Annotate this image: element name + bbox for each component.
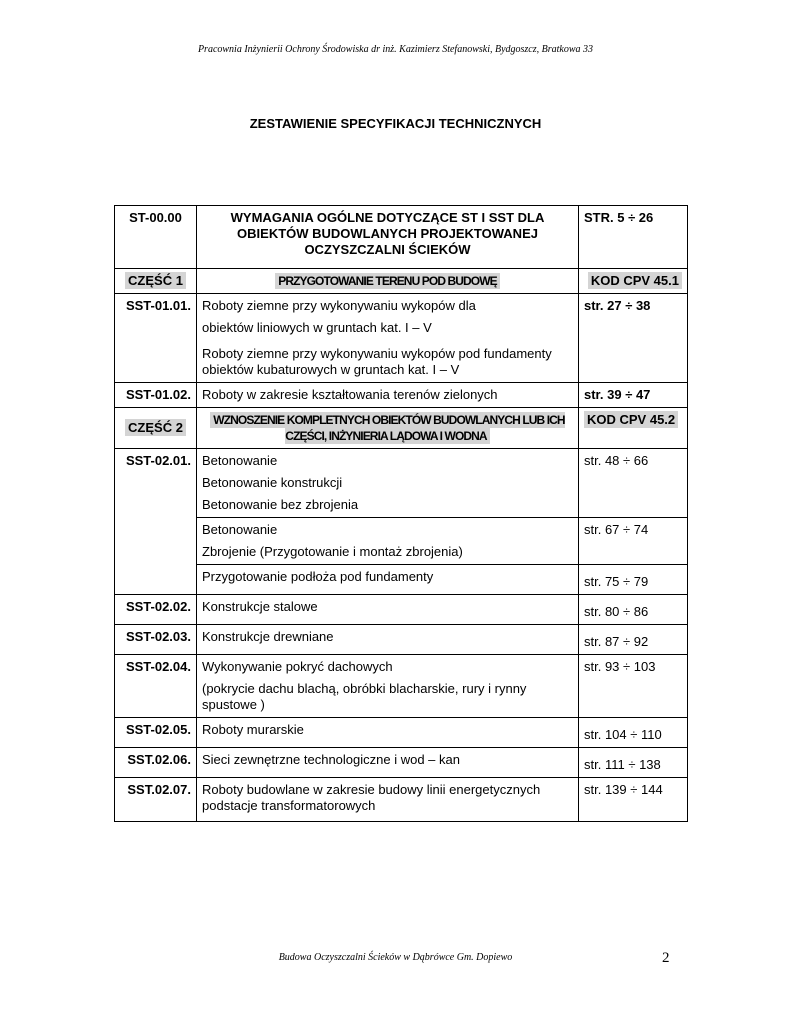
row-text: Konstrukcje drewniane (197, 625, 579, 655)
table-row (115, 748, 688, 778)
table-row (115, 595, 688, 625)
table-row (115, 294, 688, 383)
row-code: SST-02.04. (115, 655, 197, 718)
part-title: WZNOSZENIE KOMPLETNYCH OBIEKTÓW BUDOWLANYCH LUB ICH CZĘŚCI, INŻYNIERIA LĄDOWA I WODNA (210, 412, 564, 444)
part-title: PRZYGOTOWANIE TERENU POD BUDOWĘ (275, 273, 500, 289)
row-text: Roboty budowlane w zakresie budowy linii energetycznych podstacje transformatorowych (197, 778, 579, 822)
page-number: 2 (662, 950, 670, 966)
row-text: Roboty ziemne przy wykonywaniu wykopów dla (202, 298, 476, 313)
row-text: Betonowanie bez zbrojenia (202, 497, 359, 512)
row-code: SST.02.07. (115, 778, 197, 822)
row-code: SST-02.05. (115, 718, 197, 748)
row-code: SST-02.03. (115, 625, 197, 655)
row-text: Betonowanie konstrukcji (202, 475, 343, 490)
page-header: Pracownia Inżynierii Ochrony Środowiska dr inż. Kazimierz Stefanowski, Bydgoszcz, Bratkowa 33 (197, 44, 594, 55)
part-label: CZĘŚĆ 2 (125, 419, 186, 436)
table-row (115, 206, 688, 269)
table-row (115, 518, 688, 565)
row-pages: str. 139 ÷ 144 (579, 778, 688, 822)
row-code: SST-02.01. (115, 449, 197, 595)
row-text: Przygotowanie podłoża pod fundamenty (197, 565, 579, 595)
row-text: Zbrojenie (Przygotowanie i montaż zbrojenia) (202, 544, 463, 559)
row-pages: str. 111 ÷ 138 (579, 748, 688, 778)
row-pages: str. 39 ÷ 47 (579, 383, 688, 408)
table-row (115, 778, 688, 822)
table-row (115, 408, 688, 449)
table-row (115, 269, 688, 294)
row-pages: str. 87 ÷ 92 (579, 625, 688, 655)
table-row (115, 565, 688, 595)
table-row (115, 383, 688, 408)
row-text: Betonowanie (202, 522, 278, 537)
table-row (115, 625, 688, 655)
document-title: ZESTAWIENIE SPECYFIKACJI TECHNICZNYCH (249, 116, 542, 131)
table-row (115, 718, 688, 748)
row-text: Konstrukcje stalowe (197, 595, 579, 625)
row-text: obiektów liniowych w gruntach kat. I – V (202, 320, 432, 335)
row-code: SST-01.01. (115, 294, 197, 383)
row-pages: str. 48 ÷ 66 (579, 449, 688, 518)
part-label: CZĘŚĆ 1 (125, 272, 186, 289)
row-pages: str. 93 ÷ 103 (579, 655, 688, 718)
cpv-code: KOD CPV 45.2 (584, 411, 678, 428)
row-title: WYMAGANIA OGÓLNE DOTYCZĄCE ST I SST DLA OBIEKTÓW BUDOWLANYCH PROJEKTOWANEJ OCZYSZCZALNI ŚCIEKÓW (197, 206, 579, 269)
page-footer: Budowa Oczyszczalni Ścieków w Dąbrówce Gm. Dopiewo (278, 952, 513, 963)
row-text: Wykonywanie pokryć dachowych (202, 659, 393, 674)
row-pages: STR. 5 ÷ 26 (579, 206, 688, 269)
row-text: Sieci zewnętrzne technologiczne i wod – kan (197, 748, 579, 778)
row-pages: str. 80 ÷ 86 (579, 595, 688, 625)
row-text: Roboty w zakresie kształtowania terenów zielonych (197, 383, 579, 408)
row-pages: str. 27 ÷ 38 (579, 294, 688, 383)
row-text: (pokrycie dachu blachą, obróbki blacharskie, rury i rynny spustowe ) (202, 681, 527, 712)
row-pages: str. 104 ÷ 110 (579, 718, 688, 748)
row-text: Roboty ziemne przy wykonywaniu wykopów pod fundamenty obiektów kubaturowych w gruntach kat. I – V (202, 346, 552, 377)
row-pages: str. 75 ÷ 79 (579, 565, 688, 595)
specification-table (114, 205, 688, 822)
row-pages: str. 67 ÷ 74 (579, 518, 688, 565)
row-code: SST-02.02. (115, 595, 197, 625)
row-code: SST.02.06. (115, 748, 197, 778)
row-code: ST-00.00 (115, 206, 197, 269)
table-row (115, 655, 688, 718)
row-text: Roboty murarskie (197, 718, 579, 748)
row-code: SST-01.02. (115, 383, 197, 408)
row-text: Betonowanie (202, 453, 278, 468)
table-row (115, 449, 688, 518)
cpv-code: KOD CPV 45.1 (588, 272, 682, 289)
